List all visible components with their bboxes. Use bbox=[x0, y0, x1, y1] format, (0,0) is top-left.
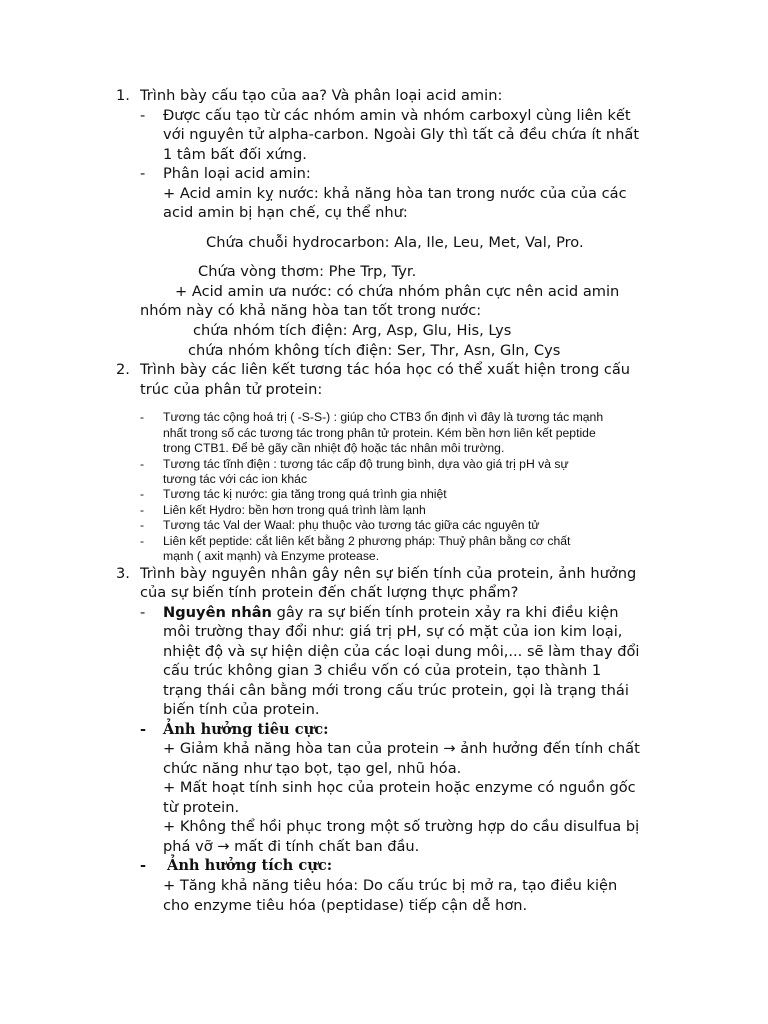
q2-item-line: tương tác với các ion khác bbox=[163, 472, 308, 486]
q1-structure-line: Được cấu tạo từ các nhóm amin và nhóm carboxyl cùng liên kết bbox=[163, 107, 631, 124]
q3-positive-line: + Tăng khả năng tiêu hóa: Do cấu trúc bị mở ra, tạo điều kiện bbox=[163, 877, 618, 894]
q2-item-line: Tương tác cộng hoá trị ( -S-S-) : giúp cho CTB3 ổn định vì đây là tương tác mạnh bbox=[163, 410, 604, 424]
q3-cause-line: cấu trúc không gian 3 chiều vốn có của protein, tạo thành 1 bbox=[163, 662, 602, 679]
q1-structure-line: với nguyên tử alpha-carbon. Ngoài Gly thì tất cả đều chứa ít nhất bbox=[163, 126, 640, 143]
q1-hydrophilic-line: nhóm này có khả năng hòa tan tốt trong nước: bbox=[140, 302, 482, 319]
q2-item-dash: - bbox=[140, 457, 145, 471]
q2-title: trúc của phân tử protein: bbox=[140, 381, 323, 398]
q1-hydrophilic-line: + Acid amin ưa nước: có chứa nhóm phân cực nên acid amin bbox=[175, 283, 620, 300]
q2-number: 2. bbox=[116, 361, 130, 378]
q2-item-line: Tương tác kị nước: gia tăng trong quá trình gia nhiệt bbox=[163, 487, 447, 501]
q1-structure-line: 1 tâm bất đối xứng. bbox=[163, 146, 307, 163]
q3-title: của sự biến tính protein đến chất lượng thực phẩm? bbox=[140, 584, 519, 601]
q1-charged-line: chứa nhóm tích điện: Arg, Asp, Glu, His, Lys bbox=[193, 322, 512, 339]
q3-negative-line: từ protein. bbox=[163, 799, 240, 816]
q2-item-dash: - bbox=[140, 503, 145, 517]
q1-uncharged-line: chứa nhóm không tích điện: Ser, Thr, Asn, Gln, Cys bbox=[188, 342, 561, 359]
q3-cause-dash: - bbox=[140, 604, 146, 621]
q1-title: Trình bày cấu tạo của aa? Và phân loại acid amin: bbox=[140, 87, 503, 104]
q3-title: Trình bày nguyên nhân gây nên sự biến tính của protein, ảnh hưởng bbox=[140, 565, 637, 582]
q2-item-line: Liên kết Hydro: bền hơn trong quá trình làm lạnh bbox=[163, 503, 426, 517]
q2-item-line: Tương tác tĩnh điện : tương tác cấp độ trung bình, dựa vào giá trị pH và sự bbox=[163, 457, 569, 471]
q2-item-line: nhất trong số các tương tác trong phân tử protein. Kém bền hơn liên kết peptide bbox=[163, 426, 596, 440]
q1-bullet-dash: - bbox=[140, 165, 146, 182]
q3-cause-text: gây ra sự biến tính protein xảy ra khi điều kiện bbox=[271, 604, 619, 621]
q2-item-line: trong CTB1. Để bẻ gãy cần nhiệt độ hoặc tác nhân môi trường. bbox=[163, 441, 505, 455]
q1-bullet-dash: - bbox=[140, 107, 146, 124]
q1-classification-line: + Acid amin kỵ nước: khả năng hòa tan trong nước của của các bbox=[163, 185, 627, 202]
q2-item-line: Tương tác Val der Waal: phụ thuộc vào tương tác giữa các nguyên tử bbox=[163, 518, 540, 532]
q3-positive-heading: Ảnh hưởng tích cực: bbox=[167, 857, 333, 874]
q1-number: 1. bbox=[116, 87, 130, 104]
q1-classification-line: Phân loại acid amin: bbox=[163, 165, 311, 182]
q1-classification-line: acid amin bị hạn chế, cụ thể như: bbox=[163, 204, 408, 221]
q3-negative-line: chức năng như tạo bọt, tạo gel, nhũ hóa. bbox=[163, 760, 462, 777]
q3-positive-line: cho enzyme tiêu hóa (peptidase) tiếp cận dễ hơn. bbox=[163, 897, 528, 914]
q2-item-dash: - bbox=[140, 410, 145, 424]
q3-negative-dash: - bbox=[140, 721, 147, 738]
q2-item-dash: - bbox=[140, 518, 145, 532]
q3-negative-line: + Giảm khả năng hòa tan của protein → ảnh hưởng đến tính chất bbox=[163, 740, 640, 757]
q2-title: Trình bày các liên kết tương tác hóa học có thể xuất hiện trong cấu bbox=[140, 361, 631, 378]
q1-aromatic-line: Chứa vòng thơm: Phe Trp, Tyr. bbox=[198, 263, 417, 280]
q3-cause-line: nhiệt độ và sự hiện diện của các loại dung môi,... sẽ làm thay đổi bbox=[163, 643, 640, 660]
q3-cause-line: môi trường thay đổi như: giá trị pH, sự có mặt của ion kim loại, bbox=[163, 623, 623, 640]
q3-cause-line bbox=[163, 603, 619, 622]
q2-item-line: mạnh ( axit mạnh) và Enzyme protease. bbox=[163, 549, 380, 563]
q3-negative-line: + Mất hoạt tính sinh học của protein hoặc enzyme có nguồn gốc bbox=[163, 779, 636, 796]
q1-hydrocarbon-line: Chứa chuỗi hydrocarbon: Ala, Ile, Leu, Met, Val, Pro. bbox=[206, 234, 584, 251]
q2-item-dash: - bbox=[140, 534, 145, 548]
q3-negative-heading: Ảnh hưởng tiêu cực: bbox=[163, 721, 329, 738]
q3-positive-dash: - bbox=[140, 857, 147, 874]
q3-cause-heading: Nguyên nhân bbox=[163, 604, 272, 621]
q3-cause-line: trạng thái cân bằng mới trong cấu trúc protein, gọi là trạng thái bbox=[163, 682, 629, 699]
q3-negative-line: + Không thể hồi phục trong một số trường hợp do cầu disulfua bị bbox=[163, 818, 640, 835]
q2-item-line: Liên kết peptide: cắt liên kết bằng 2 phương pháp: Thuỷ phân bằng cơ chất bbox=[163, 534, 571, 548]
q3-cause-line: biến tính của protein. bbox=[163, 701, 320, 718]
q3-number: 3. bbox=[116, 565, 130, 582]
q3-negative-line: phá vỡ → mất đi tính chất ban đầu. bbox=[163, 838, 420, 855]
q2-item-dash: - bbox=[140, 487, 145, 501]
